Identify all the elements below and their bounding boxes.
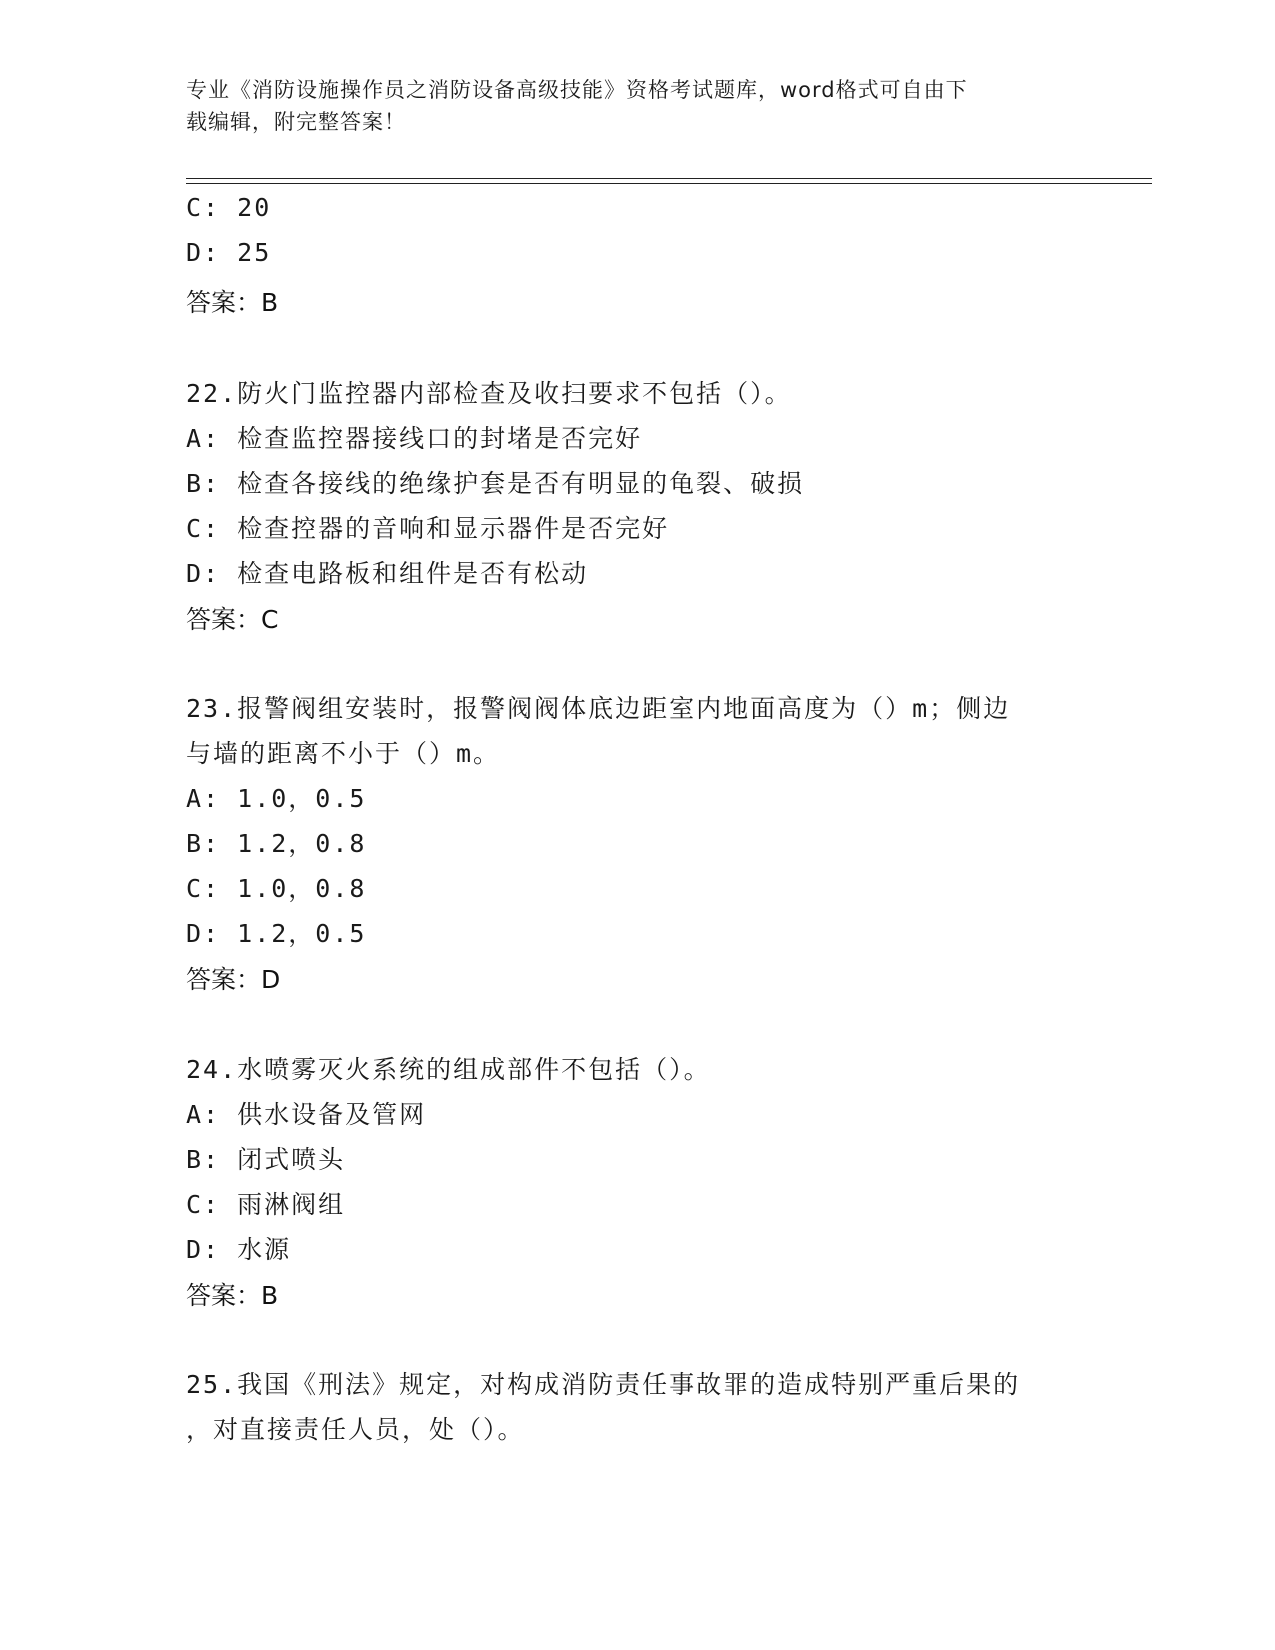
q21-option-d: D: 25 <box>186 238 272 267</box>
q22-option-b: B: 检查各接线的绝缘护套是否有明显的龟裂、破损 <box>186 469 805 498</box>
document-header <box>186 74 1066 138</box>
q25-stem-line-1: 25.我国《刑法》规定，对构成消防责任事故罪的造成特别严重后果的 <box>186 1370 1021 1399</box>
q24-answer: 答案：B <box>186 1281 279 1310</box>
q22-answer: 答案：C <box>186 605 279 634</box>
q23-option-c: C: 1.0，0.8 <box>186 874 367 903</box>
q23-option-b: B: 1.2，0.8 <box>186 829 367 858</box>
q23-option-d: D: 1.2，0.5 <box>186 919 367 948</box>
q22-option-d: D: 检查电路板和组件是否有松动 <box>186 559 589 588</box>
header-divider-top <box>186 178 1152 179</box>
q21-answer: 答案：B <box>186 288 279 317</box>
q22-option-c: C: 检查控器的音响和显示器件是否完好 <box>186 514 670 543</box>
header-line-1: 专业《消防设施操作员之消防设备高级技能》资格考试题库，word格式可自由下 <box>186 78 968 102</box>
q24-option-b: B: 闭式喷头 <box>186 1145 346 1174</box>
header-divider-bottom <box>186 183 1152 184</box>
q25-stem-line-2: ，对直接责任人员，处（）。 <box>186 1415 525 1444</box>
q24-stem: 24.水喷雾灭火系统的组成部件不包括（）。 <box>186 1055 711 1084</box>
q24-option-c: C: 雨淋阀组 <box>186 1190 346 1219</box>
q23-answer: 答案：D <box>186 965 281 994</box>
q22-stem: 22.防火门监控器内部检查及收扫要求不包括（）。 <box>186 379 792 408</box>
q22-option-a: A: 检查监控器接线口的封堵是否完好 <box>186 424 643 453</box>
q23-stem-line-2: 与墙的距离不小于（）m。 <box>186 739 501 768</box>
header-line-2: 载编辑，附完整答案！ <box>186 110 406 134</box>
q21-option-c: C: 20 <box>186 193 272 222</box>
q24-option-d: D: 水源 <box>186 1235 292 1264</box>
q24-option-a: A: 供水设备及管网 <box>186 1100 427 1129</box>
q23-option-a: A: 1.0，0.5 <box>186 784 367 813</box>
q23-stem-line-1: 23.报警阀组安装时，报警阀阀体底边距室内地面高度为（）m；侧边 <box>186 694 1011 723</box>
